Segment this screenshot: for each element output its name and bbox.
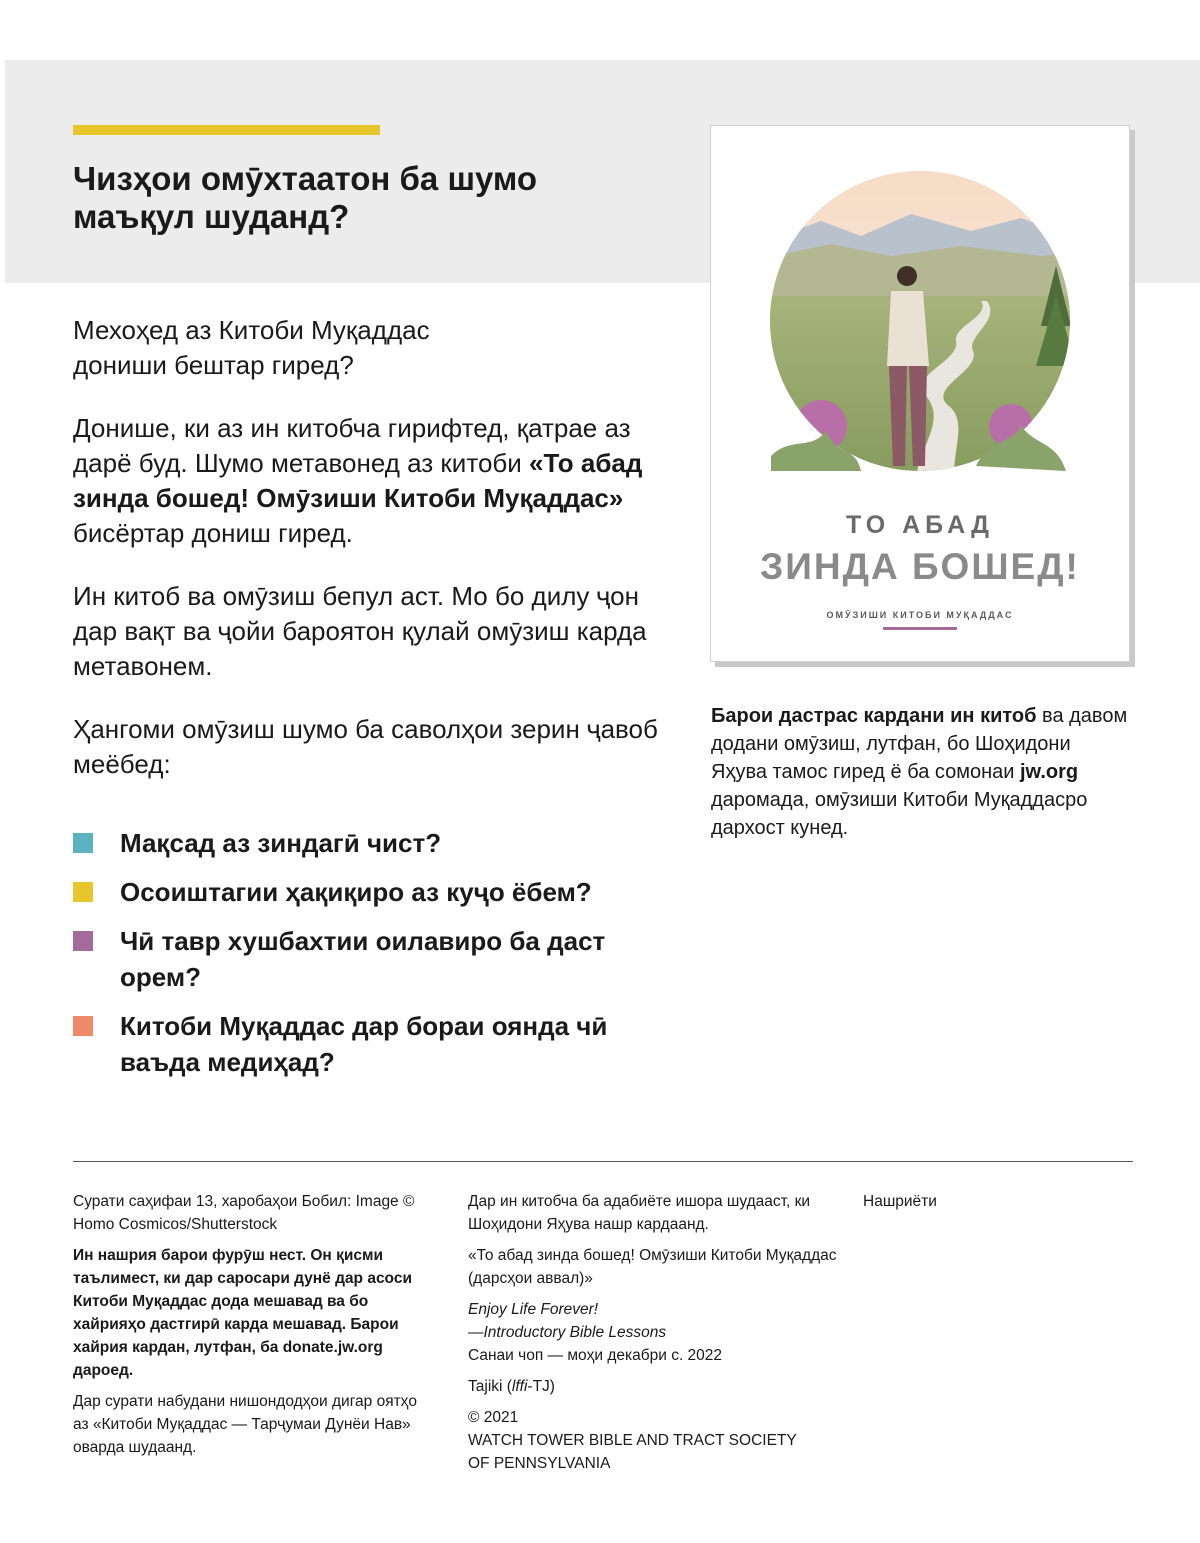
accent-bar (73, 125, 380, 135)
page-title-line1: Чизҳои омӯхтаатон ба шумо (73, 160, 537, 197)
cover-illustration (711, 126, 1129, 506)
book-title-english (468, 1298, 838, 1367)
copyright (468, 1406, 838, 1475)
bullet-square-icon (73, 1016, 93, 1036)
footer-column-2 (468, 1190, 838, 1483)
body-text (73, 313, 673, 810)
request-note-text-b: даромада, омӯзиши Китоби Муқаддасро дархост кунед. (711, 789, 1088, 839)
cover-subtitle: ОМӮЗИШИ КИТОБИ МУҚАДДАС (826, 610, 1014, 620)
cover-title-main: ЗИНДА БОШЕД! (760, 546, 1080, 587)
question-text: Мақсад аз зиндагӣ чист? (120, 828, 442, 858)
book-title-inline: «То абад зинда бошед! Омӯзиши Китоби Муқаддас» (73, 448, 643, 513)
copyright-line1: © 2021 (468, 1409, 519, 1426)
print-date: Санаи чоп — моҳи декабри с. 2022 (468, 1347, 723, 1364)
page-title (73, 160, 633, 236)
cover-title-top: ТО АБАД (846, 511, 994, 539)
intro-line2: дониши бештар гиред? (73, 350, 354, 380)
intro-paragraph (73, 313, 673, 383)
book-paragraph-text-b: бисёртар дониш гиред. (73, 518, 353, 548)
language-code-b: -TJ) (527, 1378, 555, 1395)
jw-org-link[interactable]: jw.org (1019, 761, 1079, 783)
book-title-english-line1: Enjoy Life Forever! (468, 1301, 599, 1318)
cover-underline (883, 627, 957, 630)
book-title-english-line2: —Introductory Bible Lessons (468, 1324, 667, 1341)
question-text: Чӣ тавр хушбахтии оилавиро ба даст орем? (120, 926, 606, 992)
footer-column-3 (863, 1190, 1113, 1221)
book-paragraph-text-a: Донише, ки аз ин китобча гирифтед, қатрае аз дарё буд. Шумо метавонед аз китоби (73, 413, 631, 478)
book-cover (710, 125, 1130, 662)
page-title-line2: маъқул шуданд? (73, 198, 350, 235)
bullet-square-icon (73, 931, 93, 951)
book-title-tajik: «То абад зинда бошед! Омӯзиши Китоби Муқаддас (дарсҳои аввал)» (468, 1247, 837, 1287)
list-item (73, 825, 673, 861)
book-paragraph (73, 411, 673, 551)
footer-column-1 (73, 1190, 433, 1467)
request-note-text-a: ва давом додани омӯзиш, лутфан, бо Шоҳидони Яҳува тамос гиред ё ба сомонаи (711, 705, 1128, 783)
bullet-square-icon (73, 882, 93, 902)
request-note-bold: Барои дастрас кардани ин китоб (711, 705, 1037, 727)
question-text: Китоби Муқаддас дар бораи оянда чӣ ваъда медиҳад? (120, 1011, 608, 1077)
publisher-label: Нашриёти (863, 1193, 937, 1210)
bullet-square-icon (73, 833, 93, 853)
request-note (711, 702, 1131, 842)
reference-note: Дар ин китобча ба адабиёте ишора шудааст, ки Шоҳидони Яҳува нашр кардаанд. (468, 1193, 811, 1233)
image-credit: Сурати саҳифаи 13, харобаҳои Бобил: Image © Homo Cosmicos/Shutterstock (73, 1193, 415, 1233)
footer-divider (73, 1161, 1133, 1162)
copyright-line2: WATCH TOWER BIBLE AND TRACT SOCIETY (468, 1432, 797, 1449)
language-code-italic: lffi (511, 1378, 528, 1395)
question-list (73, 825, 673, 1093)
scripture-note: Дар сурати набудани нишондодҳои дигар оятҳо аз «Китоби Муқаддас — Тарҷумаи Дунёи Нав» оварда шудаанд. (73, 1393, 418, 1456)
language-code (468, 1375, 838, 1398)
questions-intro: Ҳангоми омӯзиш шумо ба саволҳои зерин ҷавоб меёбед: (73, 714, 658, 779)
question-text: Осоиштагии ҳақиқиро аз куҷо ёбем? (120, 877, 592, 907)
intro-line1: Мехоҳед аз Китоби Муқаддас (73, 315, 430, 345)
free-study-paragraph: Ин китоб ва омӯзиш бепул аст. Мо бо дилу ҷон дар вақт ва ҷойи бароятон қулай омӯзиш карда метавонем. (73, 581, 647, 681)
not-for-sale-notice: Ин нашрия барои фурӯш нест. Он қисми таълимест, ки дар саросари дунё дар асоси Китоби Муқаддас дода мешавад ва бо хайрияҳо дастгирӣ карда мешавад. Барои хайрия кардан, лутфан, ба donate.jw.org дароед. (73, 1247, 412, 1379)
list-item (73, 874, 673, 910)
copyright-line3: OF PENNSYLVANIA (468, 1455, 611, 1472)
list-item (73, 1008, 673, 1080)
language-code-a: Tajiki ( (468, 1378, 512, 1395)
list-item (73, 923, 673, 995)
